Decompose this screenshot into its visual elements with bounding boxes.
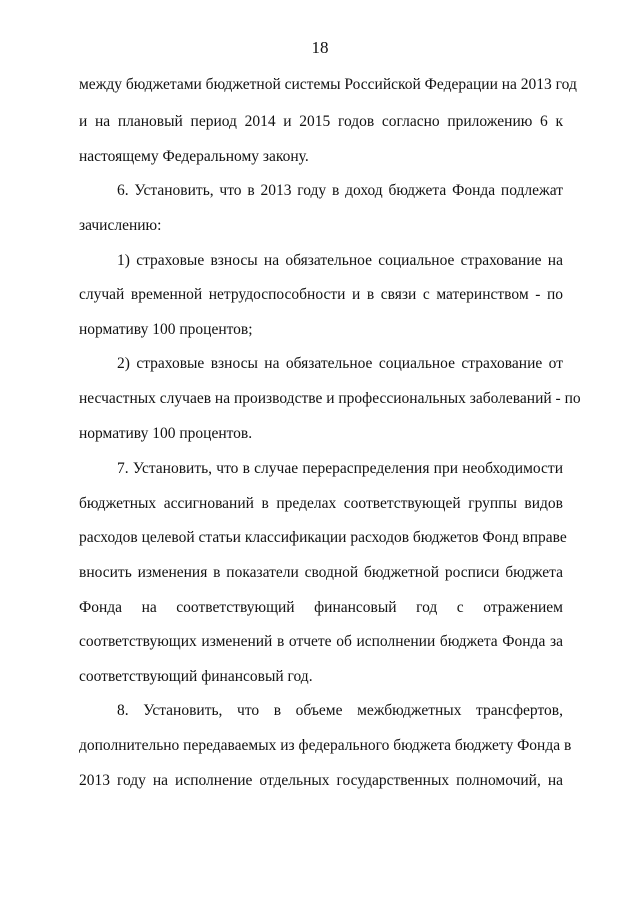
text-line: между бюджетами бюджетной системы Российской Федерации на 2013 год	[79, 76, 577, 93]
text-line: нормативу 100 процентов;	[79, 321, 253, 338]
text-line: расходов целевой статьи классификации расходов бюджетов Фонд вправе	[79, 529, 567, 546]
text-line: и на плановый период 2014 и 2015 годов согласно приложению 6 к	[79, 113, 563, 130]
text-line: несчастных случаев на производстве и профессиональных заболеваний - по	[79, 390, 581, 407]
text-line: зачислению:	[79, 217, 162, 234]
page-number: 18	[311, 38, 329, 57]
text-line: случай временной нетрудоспособности и в связи с материнством - по	[79, 286, 563, 303]
text-line: 8. Установить, что в объеме межбюджетных трансфертов,	[117, 702, 563, 719]
text-line: 1) страховые взносы на обязательное социальное страхование на	[117, 252, 563, 269]
text-line: соответствующий финансовый год.	[79, 668, 313, 685]
text-line: 7. Установить, что в случае перераспределения при необходимости	[117, 460, 563, 477]
text-line: 2013 году на исполнение отдельных государственных полномочий, на	[79, 772, 563, 789]
text-line: 2) страховые взносы на обязательное социальное страхование от	[117, 355, 563, 372]
text-line: нормативу 100 процентов.	[79, 425, 253, 442]
text-line: 6. Установить, что в 2013 году в доход бюджета Фонда подлежат	[117, 182, 563, 199]
text-line: соответствующих изменений в отчете об исполнении бюджета Фонда за	[79, 633, 563, 650]
text-line: бюджетных ассигнований в пределах соответствующей группы видов	[79, 495, 563, 512]
text-line: Фонда на соответствующий финансовый год с отражением	[79, 599, 563, 616]
text-line: вносить изменения в показатели сводной бюджетной росписи бюджета	[79, 564, 563, 581]
text-line: настоящему Федеральному закону.	[79, 148, 309, 165]
text-line: дополнительно передаваемых из федерального бюджета бюджету Фонда в	[79, 737, 572, 754]
